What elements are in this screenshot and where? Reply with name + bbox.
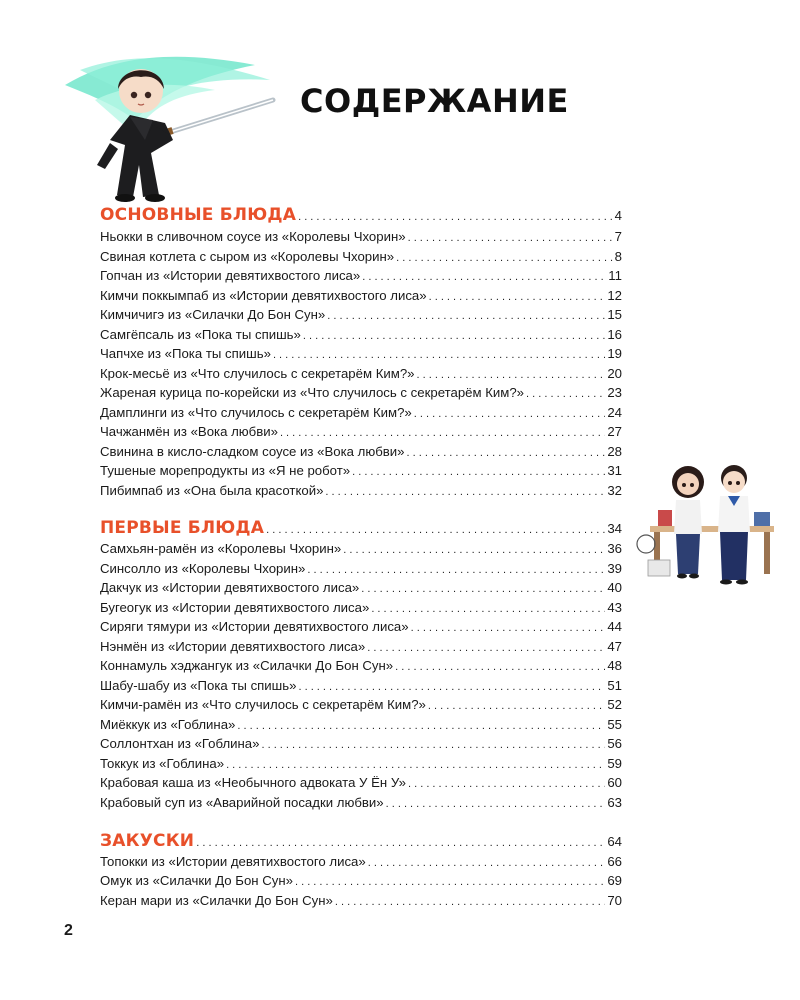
- toc-entry[interactable]: [100, 600, 622, 615]
- dot-leader: [368, 854, 606, 869]
- section-heading[interactable]: [100, 205, 622, 225]
- toc-entry[interactable]: [100, 697, 622, 712]
- toc-entry[interactable]: [100, 288, 622, 303]
- dot-leader: [298, 678, 605, 693]
- dot-leader: [303, 327, 605, 342]
- entry-title: Крок-месьё из «Что случилось с секретарём Ким?»: [100, 366, 415, 381]
- dot-leader: [298, 208, 613, 223]
- toc-entry[interactable]: [100, 366, 622, 381]
- entry-title: Керан мари из «Силачки До Бон Сун»: [100, 893, 333, 908]
- dot-leader: [411, 619, 606, 634]
- entry-page: 31: [607, 463, 622, 478]
- section-page: 34: [607, 521, 622, 536]
- entry-page: 55: [607, 717, 622, 732]
- entry-page: 70: [607, 893, 622, 908]
- toc-entry[interactable]: [100, 736, 622, 751]
- entry-page: 8: [614, 249, 622, 264]
- dot-leader: [343, 541, 605, 556]
- toc-entry[interactable]: [100, 619, 622, 634]
- dot-leader: [280, 424, 605, 439]
- entry-title: Кимчичигэ из «Силачки До Бон Сун»: [100, 307, 326, 322]
- toc-entry[interactable]: [100, 424, 622, 439]
- dot-leader: [428, 697, 605, 712]
- dot-leader: [395, 658, 605, 673]
- dot-leader: [407, 444, 606, 459]
- entry-page: 44: [607, 619, 622, 634]
- toc-entry[interactable]: [100, 483, 622, 498]
- toc-entry[interactable]: [100, 561, 622, 576]
- dot-leader: [295, 873, 605, 888]
- entry-page: 36: [607, 541, 622, 556]
- entry-title: Коннамуль хэджангук из «Силачки До Бон Сун»: [100, 658, 394, 673]
- entry-title: Дакчук из «Истории девятихвостого лиса»: [100, 580, 360, 595]
- entry-title: Омук из «Силачки До Бон Сун»: [100, 873, 293, 888]
- entry-title: Дамплинги из «Что случилось с секретарём Ким?»: [100, 405, 412, 420]
- entry-page: 24: [607, 405, 622, 420]
- dot-leader: [371, 600, 605, 615]
- entry-page: 15: [607, 307, 622, 322]
- entry-title: Пибимпаб из «Она была красоткой»: [100, 483, 324, 498]
- entry-page: 32: [607, 483, 622, 498]
- entry-page: 12: [607, 288, 622, 303]
- toc-entry[interactable]: [100, 327, 622, 342]
- dot-leader: [408, 229, 613, 244]
- section-page: 4: [614, 208, 622, 223]
- dot-leader: [196, 834, 605, 849]
- toc-entry[interactable]: [100, 717, 622, 732]
- section-page: 64: [607, 834, 622, 849]
- entry-title: Чапчхе из «Пока ты спишь»: [100, 346, 271, 361]
- entry-page: 56: [607, 736, 622, 751]
- entry-title: Гопчан из «Истории девятихвостого лиса»: [100, 268, 361, 283]
- entry-page: 27: [607, 424, 622, 439]
- entry-page: 40: [607, 580, 622, 595]
- entry-title: Нэнмён из «Истории девятихвостого лиса»: [100, 639, 366, 654]
- entry-title: Синсолло из «Королевы Чхорин»: [100, 561, 306, 576]
- entry-title: Тушеные морепродукты из «Я не робот»: [100, 463, 351, 478]
- entry-page: 63: [607, 795, 622, 810]
- toc-entry[interactable]: [100, 678, 622, 693]
- entry-title: Токкук из «Гоблина»: [100, 756, 225, 771]
- dot-leader: [414, 405, 606, 420]
- entry-page: 16: [607, 327, 622, 342]
- section-title: ПЕРВЫЕ БЛЮДА: [100, 518, 265, 538]
- toc-entry[interactable]: [100, 658, 622, 673]
- toc-entry[interactable]: [100, 854, 622, 869]
- toc-entry[interactable]: [100, 873, 622, 888]
- entry-page: 59: [607, 756, 622, 771]
- dot-leader: [226, 756, 605, 771]
- entry-page: 20: [607, 366, 622, 381]
- entry-page: 60: [607, 775, 622, 790]
- dot-leader: [266, 521, 605, 536]
- entry-page: 23: [607, 385, 622, 400]
- entry-page: 7: [614, 229, 622, 244]
- entry-title: Свиная котлета с сыром из «Королевы Чхорин»: [100, 249, 395, 264]
- toc-entry[interactable]: [100, 756, 622, 771]
- dot-leader: [526, 385, 605, 400]
- entry-title: Сиряги тямури из «Истории девятихвостого лиса»: [100, 619, 409, 634]
- toc-entry[interactable]: [100, 795, 622, 810]
- toc-entry[interactable]: [100, 346, 622, 361]
- entry-page: 51: [607, 678, 622, 693]
- toc-entry[interactable]: [100, 405, 622, 420]
- entry-page: 48: [607, 658, 622, 673]
- entry-title: Соллонтхан из «Гоблина»: [100, 736, 260, 751]
- toc-entry[interactable]: [100, 893, 622, 908]
- toc-entry[interactable]: [100, 580, 622, 595]
- toc-entry[interactable]: [100, 307, 622, 322]
- dot-leader: [335, 893, 605, 908]
- section-heading[interactable]: [100, 831, 622, 851]
- dot-leader: [237, 717, 605, 732]
- dot-leader: [416, 366, 605, 381]
- entry-title: Крабовый суп из «Аварийной посадки любви»: [100, 795, 384, 810]
- toc-entry[interactable]: [100, 444, 622, 459]
- dot-leader: [408, 775, 605, 790]
- dot-leader: [307, 561, 605, 576]
- dot-leader: [361, 580, 605, 595]
- toc-entry[interactable]: [100, 268, 622, 283]
- chibi-couple-with-desk-illustration: [636, 452, 792, 592]
- dot-leader: [367, 639, 605, 654]
- dot-leader: [327, 307, 605, 322]
- toc-entry[interactable]: [100, 775, 622, 790]
- dot-leader: [396, 249, 613, 264]
- entry-page: 52: [607, 697, 622, 712]
- entry-title: Шабу-шабу из «Пока ты спишь»: [100, 678, 297, 693]
- section-title: ОСНОВНЫЕ БЛЮДА: [100, 205, 297, 225]
- dot-leader: [261, 736, 605, 751]
- page-number: 2: [64, 922, 73, 939]
- dot-leader: [273, 346, 605, 361]
- dot-leader: [325, 483, 605, 498]
- toc-entry[interactable]: [100, 541, 622, 556]
- dot-leader: [386, 795, 606, 810]
- toc-entry[interactable]: [100, 385, 622, 400]
- entry-title: Крабовая каша из «Необычного адвоката У Ён У»: [100, 775, 406, 790]
- toc-entry[interactable]: [100, 249, 622, 264]
- entry-page: 66: [607, 854, 622, 869]
- dot-leader: [429, 288, 606, 303]
- entry-page: 47: [607, 639, 622, 654]
- entry-title: Ньокки в сливочном соусе из «Королевы Чхорин»: [100, 229, 406, 244]
- entry-title: Свинина в кисло-сладком соусе из «Вока любви»: [100, 444, 405, 459]
- entry-title: Самгёпсаль из «Пока ты спишь»: [100, 327, 301, 342]
- entry-title: Миёккук из «Гоблина»: [100, 717, 236, 732]
- chibi-swordsman-illustration: [55, 45, 295, 215]
- entry-page: 39: [607, 561, 622, 576]
- entry-title: Кимчи-рамён из «Что случилось с секретарём Ким?»: [100, 697, 426, 712]
- section-title: ЗАКУСКИ: [100, 831, 195, 851]
- entry-title: Бугеогук из «Истории девятихвостого лиса»: [100, 600, 370, 615]
- entry-title: Топокки из «Истории девятихвостого лиса»: [100, 854, 366, 869]
- entry-page: 11: [608, 268, 622, 283]
- section-heading[interactable]: [100, 518, 622, 538]
- entry-title: Самхьян-рамён из «Королевы Чхорин»: [100, 541, 342, 556]
- toc-entry[interactable]: [100, 229, 622, 244]
- dot-leader: [352, 463, 605, 478]
- entry-page: 28: [607, 444, 622, 459]
- entry-title: Чачжанмён из «Вока любви»: [100, 424, 278, 439]
- toc-entry[interactable]: [100, 639, 622, 654]
- entry-page: 43: [607, 600, 622, 615]
- entry-page: 19: [607, 346, 622, 361]
- page-title: СОДЕРЖАНИЕ: [300, 82, 569, 120]
- entry-page: 69: [607, 873, 622, 888]
- entry-title: Жареная курица по-корейски из «Что случилось с секретарём Ким?»: [100, 385, 525, 400]
- toc-entry[interactable]: [100, 463, 622, 478]
- entry-title: Кимчи поккымпаб из «Истории девятихвостого лиса»: [100, 288, 427, 303]
- dot-leader: [362, 268, 606, 283]
